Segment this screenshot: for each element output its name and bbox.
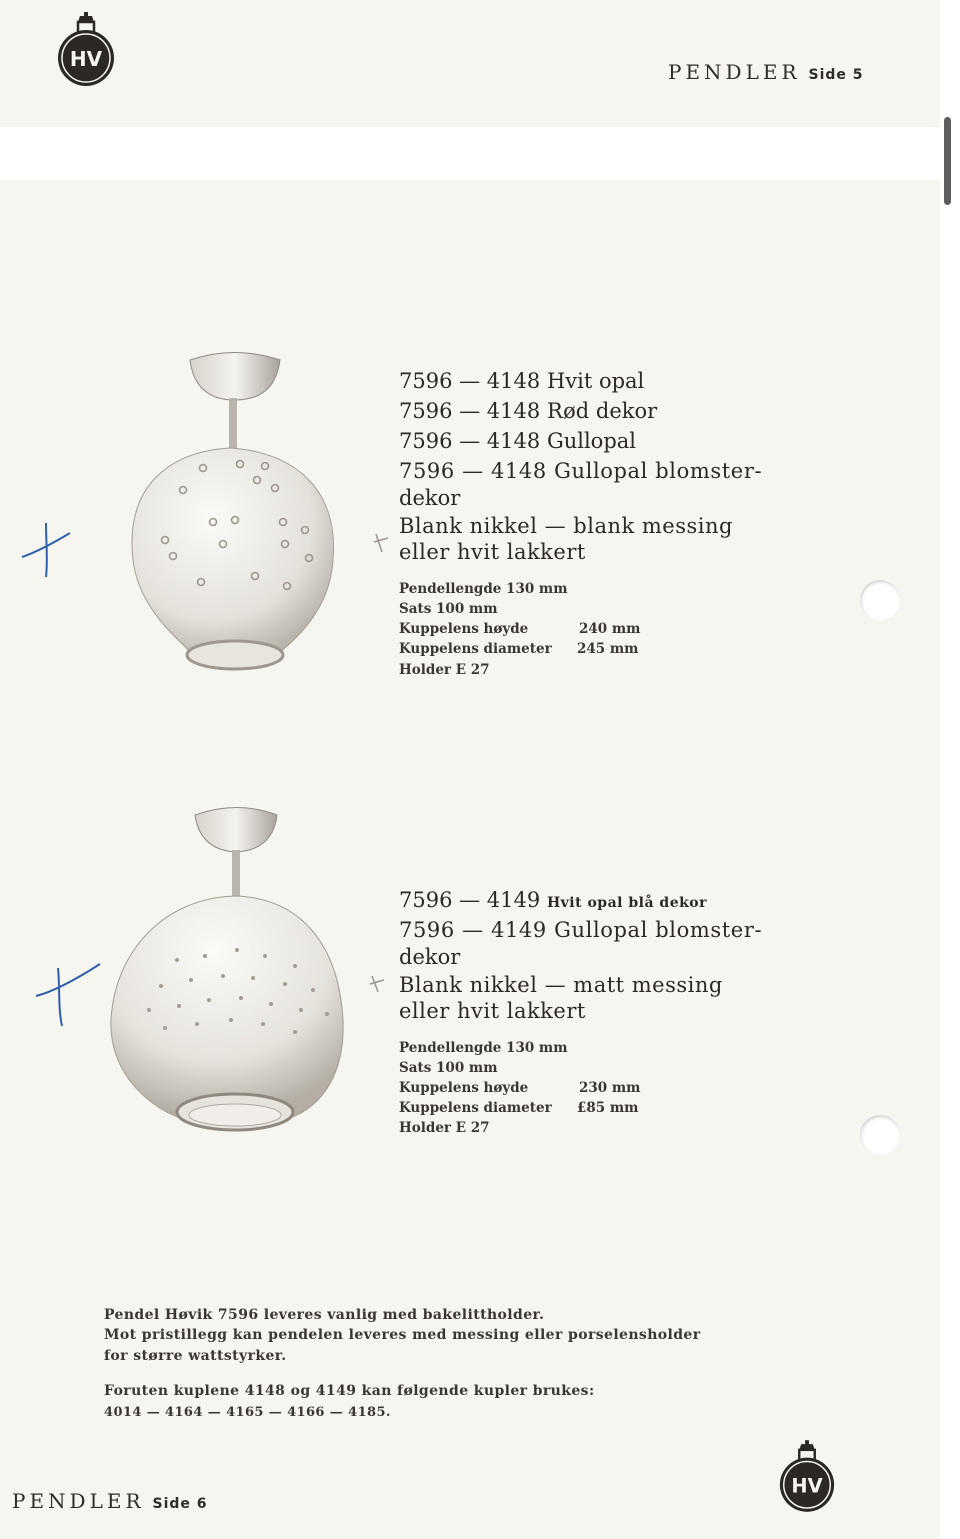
- footnote-line: Pendel Høvik 7596 leveres vanlig med bakelittholder.: [104, 1307, 545, 1323]
- product-1-spec: Kuppelens diameter 245 mm: [399, 641, 639, 657]
- product-1-variant: 7596 — 4148 Gullopal: [399, 429, 636, 453]
- product-1-variant-continuation: dekor: [399, 486, 461, 510]
- footer-section: PENDLER: [12, 1489, 145, 1513]
- binder-hole: [860, 1115, 900, 1155]
- header-section: PENDLER: [668, 60, 801, 84]
- product-2-variant-continuation: dekor: [399, 945, 461, 969]
- handwritten-x-mark: [32, 956, 104, 1030]
- product-1-variant: 7596 — 4148 Hvit opal: [399, 369, 645, 393]
- footnote-line: 4014 — 4164 — 4165 — 4166 — 4185.: [104, 1405, 391, 1420]
- product-2-spec: Pendellengde 130 mm: [399, 1040, 568, 1056]
- product-1-spec: Holder E 27: [399, 662, 490, 678]
- product-2-spec: Kuppelens diameter £85 mm: [399, 1100, 639, 1116]
- product-1-spec: Sats 100 mm: [399, 601, 498, 617]
- product-1-variant: 7596 — 4148 Gullopal blomster-: [399, 459, 763, 483]
- product-2-spec: Kuppelens høyde 230 mm: [399, 1080, 641, 1096]
- pencil-tick-mark: [368, 972, 388, 996]
- svg-text:HV: HV: [791, 1474, 823, 1498]
- scrollbar-track[interactable]: [940, 0, 960, 1539]
- product-1-finish-line-1: Blank nikkel — blank messing: [399, 514, 733, 538]
- footnote-line: Foruten kuplene 4148 og 4149 kan følgende kupler brukes:: [104, 1383, 595, 1399]
- footnote-line: Mot pristillegg kan pendelen leveres med messing eller porselensholder: [104, 1327, 701, 1343]
- handwritten-x-mark: [18, 515, 74, 581]
- product-2-finish-line-1: Blank nikkel — matt messing: [399, 973, 723, 997]
- svg-text:HV: HV: [69, 47, 103, 71]
- product-2-finish-line-2: eller hvit lakkert: [399, 999, 586, 1023]
- pencil-tick-mark: [372, 530, 392, 558]
- footer-page-number: Side 6: [152, 1496, 208, 1512]
- product-1-spec: Pendellengde 130 mm: [399, 581, 568, 597]
- footnote-line: for større wattstyrker.: [104, 1348, 287, 1364]
- binder-hole: [860, 580, 900, 620]
- hv-lantern-logo: [54, 10, 118, 90]
- product-1-finish-line-2: eller hvit lakkert: [399, 540, 586, 564]
- lamp-4149-photo: [105, 800, 345, 1140]
- header-page-number: Side 5: [808, 67, 864, 83]
- product-2-spec: Holder E 27: [399, 1120, 490, 1136]
- product-2-variant: 7596 — 4149 Gullopal blomster-: [399, 918, 763, 942]
- lamp-4148-photo: [125, 340, 340, 680]
- footer-title: [12, 1489, 208, 1513]
- product-2-spec: Sats 100 mm: [399, 1060, 498, 1076]
- header-title: [668, 60, 864, 84]
- product-2-variant: 7596 — 4149 Hvit opal blå dekor: [399, 888, 708, 912]
- hv-lantern-logo: [776, 1436, 838, 1518]
- product-1-spec: Kuppelens høyde 240 mm: [399, 621, 641, 637]
- scrollbar-thumb[interactable]: [944, 117, 951, 205]
- product-1-variant: 7596 — 4148 Rød dekor: [399, 399, 658, 423]
